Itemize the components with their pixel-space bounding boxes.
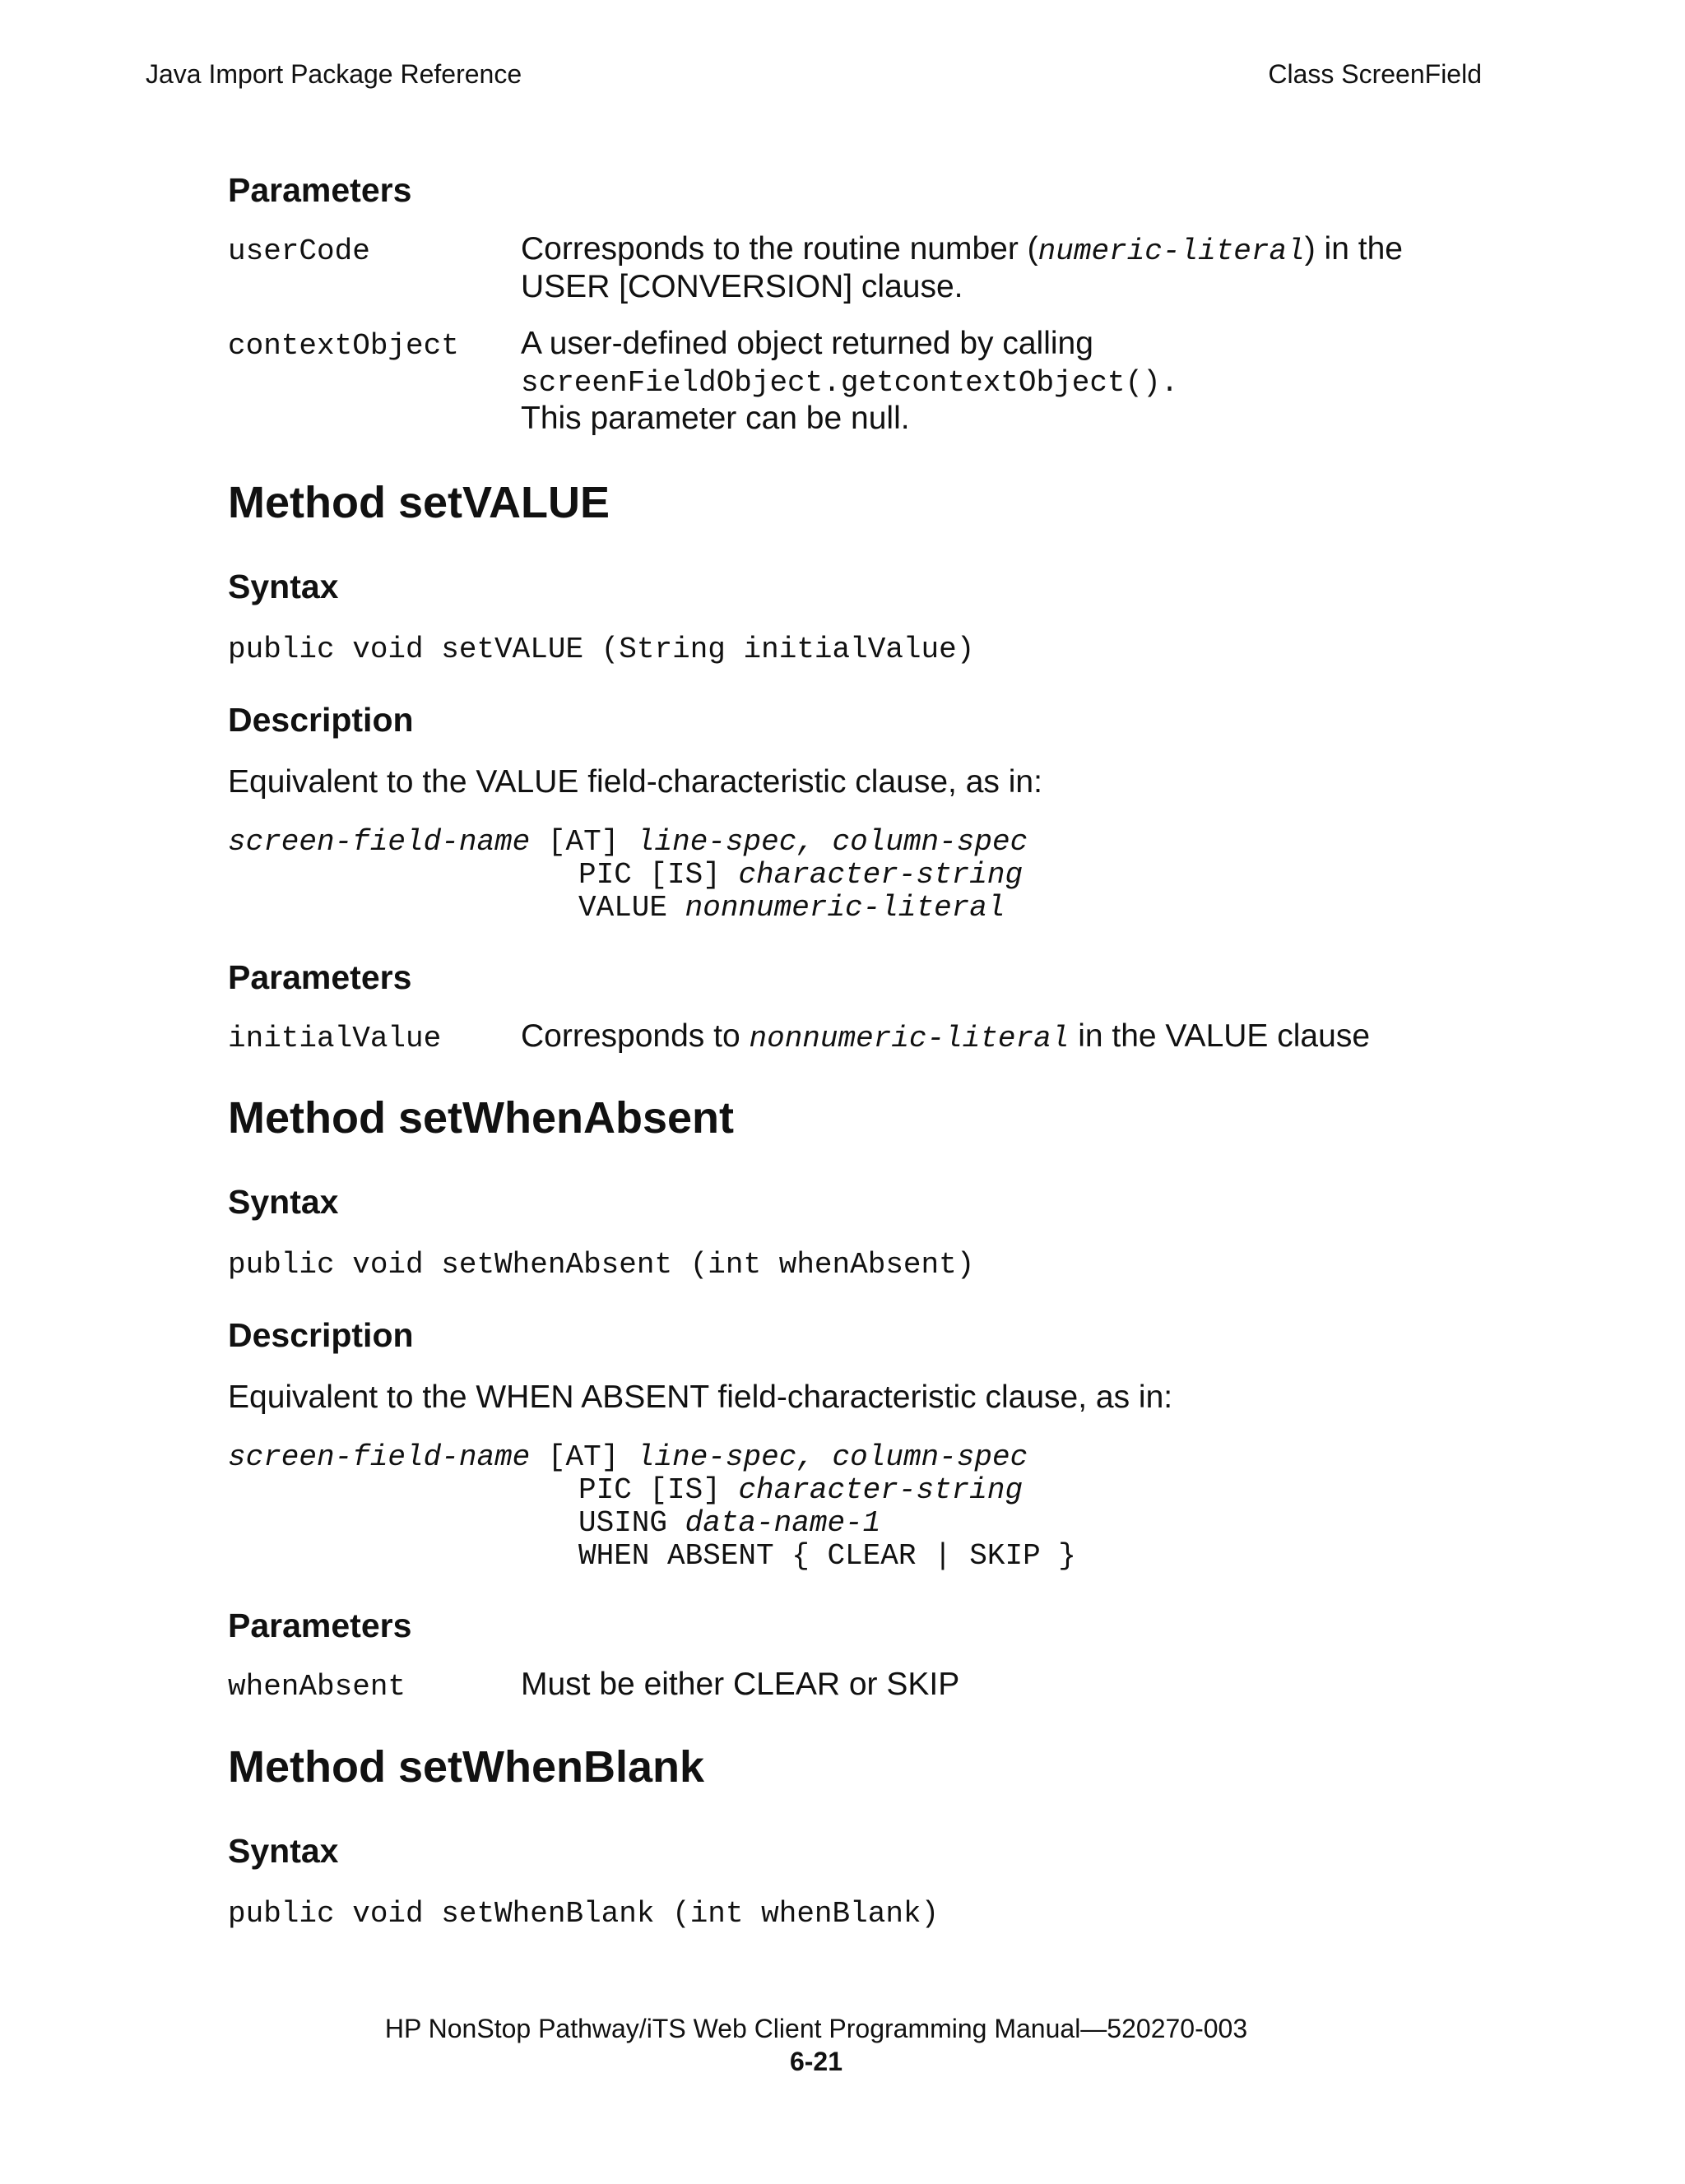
syntax-heading: Syntax	[228, 1832, 339, 1870]
syntax-code: public void setWhenBlank (int whenBlank)	[228, 1897, 940, 1931]
method-title-setvalue: Method setVALUE	[228, 478, 610, 527]
parameters-heading: Parameters	[228, 171, 412, 209]
param-desc-contextobject-code: screenFieldObject.getcontextObject().	[521, 366, 1179, 400]
syntax-heading: Syntax	[228, 568, 339, 605]
code-line: USING data-name-1	[578, 1506, 881, 1540]
description-heading: Description	[228, 1316, 414, 1354]
syntax-code: public void setVALUE (String initialValue)	[228, 633, 975, 666]
param-desc-contextobject-line3: This parameter can be null.	[521, 401, 910, 436]
description-text: Equivalent to the WHEN ABSENT field-characteristic clause, as in:	[228, 1379, 1173, 1415]
running-header-left: Java Import Package Reference	[146, 59, 522, 89]
code-line: VALUE nonnumeric-literal	[578, 891, 1005, 925]
method-title-setwhenblank: Method setWhenBlank	[228, 1742, 705, 1792]
parameters-heading: Parameters	[228, 958, 412, 996]
description-heading: Description	[228, 701, 414, 739]
param-desc-usercode-line2: USER [CONVERSION] clause.	[521, 269, 963, 304]
footer-page-number: 6-21	[789, 2047, 843, 2076]
syntax-code: public void setWhenAbsent (int whenAbsent)	[228, 1248, 975, 1282]
running-header-right: Class ScreenField	[1268, 59, 1482, 89]
param-desc-whenabsent: Must be either CLEAR or SKIP	[521, 1667, 960, 1702]
param-desc-usercode-line1: Corresponds to the routine number (numeric-literal) in the	[521, 231, 1403, 268]
code-line: PIC [IS] character-string	[578, 1473, 1024, 1507]
param-name-contextobject: contextObject	[228, 329, 459, 363]
code-line: PIC [IS] character-string	[578, 858, 1024, 892]
footer-manual-title: HP NonStop Pathway/iTS Web Client Programming Manual—520270-003	[384, 2014, 1248, 2043]
code-line: screen-field-name [AT] line-spec, column-spec	[228, 1440, 1028, 1474]
parameters-heading: Parameters	[228, 1607, 412, 1644]
param-name-usercode: userCode	[228, 234, 370, 268]
param-name-initialvalue: initialValue	[228, 1022, 442, 1055]
code-line: screen-field-name [AT] line-spec, column-spec	[228, 825, 1028, 859]
param-desc-initialvalue: Corresponds to nonnumeric-literal in the VALUE clause	[521, 1018, 1371, 1055]
method-title-setwhenabsent: Method setWhenAbsent	[228, 1093, 734, 1143]
param-name-whenabsent: whenAbsent	[228, 1670, 406, 1704]
param-desc-contextobject-line1: A user-defined object returned by calling	[521, 326, 1093, 361]
description-text: Equivalent to the VALUE field-characteristic clause, as in:	[228, 764, 1042, 800]
code-line: WHEN ABSENT { CLEAR | SKIP }	[578, 1539, 1076, 1573]
syntax-heading: Syntax	[228, 1183, 339, 1221]
